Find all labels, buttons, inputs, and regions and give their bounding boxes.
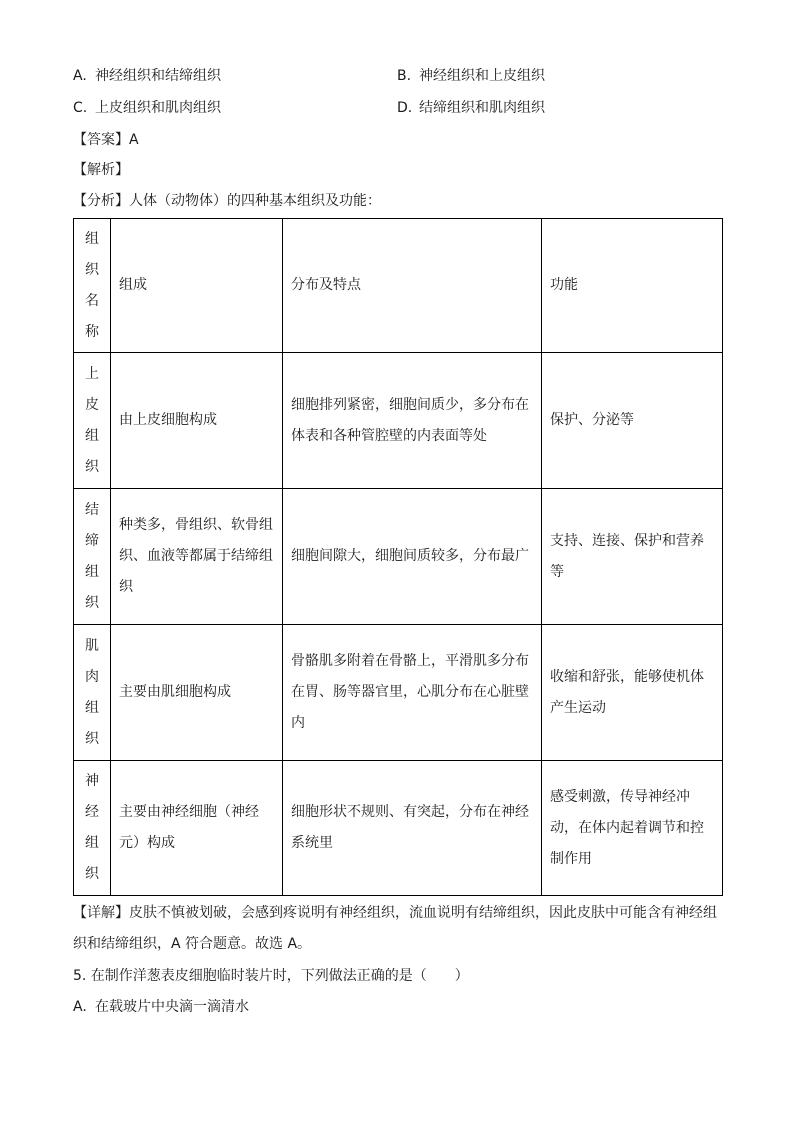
- tissue-name-cell: [74, 625, 111, 761]
- tissue-name: 上 皮 组 织: [85, 365, 99, 475]
- detail-text: 皮肤不慎被划破，会感到疼说明有神经组织，流血说明有结缔组织，因此皮肤中可能含有神经组织和结缔组织，A 符合题意。故选 A。: [73, 905, 717, 952]
- option-text: 结缔组织和肌肉组织: [419, 100, 545, 116]
- q5-option-a: [73, 997, 249, 1017]
- tissue-distribution: 骨骼肌多附着在骨骼上，平滑肌多分布在胃、肠等器官里，心肌分布在心脏壁内: [283, 625, 542, 761]
- header-function: 功能: [542, 219, 723, 353]
- tissue-function: 收缩和舒张，能够使机体产生运动: [542, 625, 723, 761]
- tissue-composition: 主要由肌细胞构成: [111, 625, 283, 761]
- option-text: 在载玻片中央滴一滴清水: [95, 999, 249, 1015]
- tissue-composition: 主要由神经细胞（神经元）构成: [111, 761, 283, 896]
- header-name: 组 织 名 称: [85, 230, 99, 340]
- tissue-table: [73, 218, 723, 896]
- header-name-cell: [74, 219, 111, 353]
- option-c: [73, 98, 221, 118]
- tissue-name-cell: [74, 761, 111, 896]
- tissue-composition: 由上皮细胞构成: [111, 353, 283, 489]
- option-letter: B.: [397, 68, 412, 84]
- detail-label: 【详解】: [73, 905, 129, 921]
- table-row: [74, 625, 723, 761]
- tissue-distribution: 细胞排列紧密，细胞间质少，多分布在体表和各种管腔壁的内表面等处: [283, 353, 542, 489]
- analysis-heading: 【解析】: [73, 162, 129, 178]
- option-text: 神经组织和结缔组织: [95, 68, 221, 84]
- answer-line: [73, 130, 139, 150]
- tissue-function: 支持、连接、保护和营养等: [542, 489, 723, 625]
- option-text: 上皮组织和肌肉组织: [95, 100, 221, 116]
- question-5-stem: 5. 在制作洋葱表皮细胞临时装片时，下列做法正确的是（ ）: [73, 968, 469, 984]
- tissue-function: 感受刺激，传导神经冲动，在体内起着调节和控制作用: [542, 761, 723, 896]
- tissue-distribution: 细胞形状不规则、有突起，分布在神经系统里: [283, 761, 542, 896]
- tissue-composition: 种类多，骨组织、软骨组织、血液等都属于结缔组织: [111, 489, 283, 625]
- tissue-name-cell: [74, 353, 111, 489]
- option-letter: A.: [73, 68, 87, 84]
- tissue-name: 结 缔 组 织: [85, 501, 99, 611]
- option-d: [397, 98, 545, 118]
- answer-value: A: [129, 132, 139, 148]
- table-header-row: [74, 219, 723, 353]
- option-a: [73, 66, 221, 86]
- tissue-name: 肌 肉 组 织: [85, 637, 99, 747]
- fenxi-text: 人体（动物体）的四种基本组织及功能：: [129, 193, 381, 209]
- answer-label: 【答案】: [73, 132, 129, 148]
- header-distribution: 分布及特点: [283, 219, 542, 353]
- option-b: [397, 66, 545, 86]
- option-letter: A.: [73, 999, 87, 1015]
- fenxi-line: [73, 191, 381, 211]
- tissue-function: 保护、分泌等: [542, 353, 723, 489]
- detail-paragraph: [73, 898, 723, 960]
- fenxi-label: 【分析】: [73, 193, 129, 209]
- tissue-name: 神 经 组 织: [85, 773, 99, 882]
- option-letter: C.: [73, 100, 88, 116]
- tissue-distribution: 细胞间隙大，细胞间质较多，分布最广: [283, 489, 542, 625]
- option-text: 神经组织和上皮组织: [419, 68, 545, 84]
- table-row: [74, 489, 723, 625]
- option-letter: D.: [397, 100, 413, 116]
- table-row: [74, 353, 723, 489]
- header-composition: 组成: [111, 219, 283, 353]
- tissue-name-cell: [74, 489, 111, 625]
- table-row: [74, 761, 723, 896]
